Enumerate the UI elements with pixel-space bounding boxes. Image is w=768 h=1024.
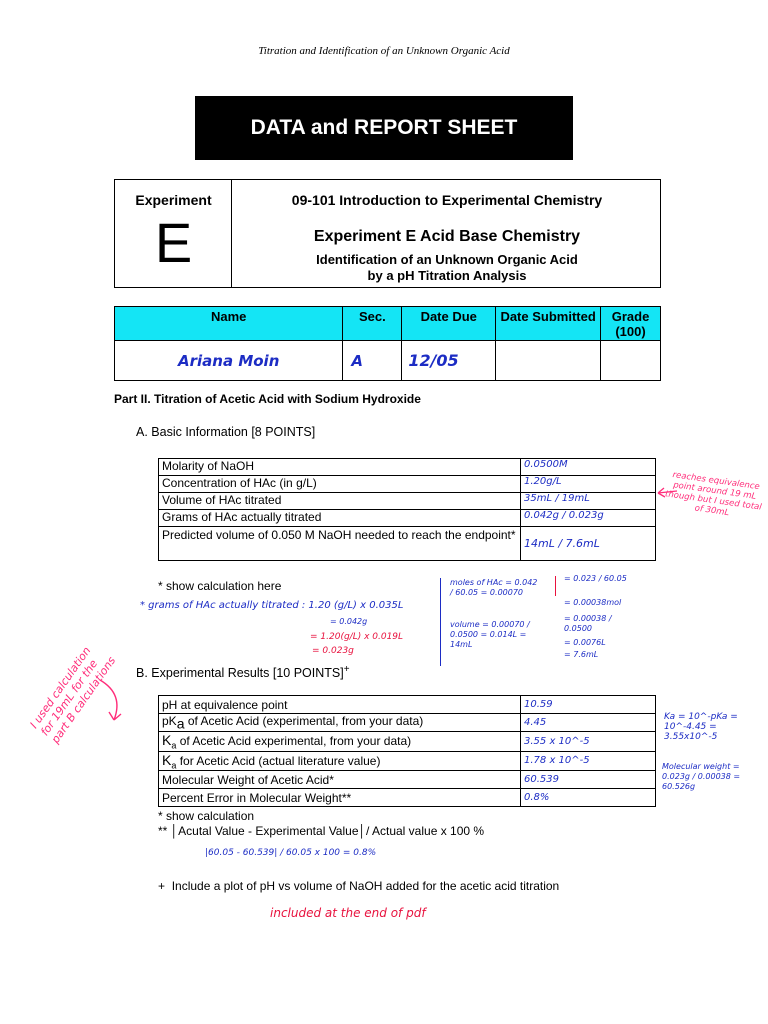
- row-value[interactable]: 0.0500M: [521, 459, 656, 476]
- row-label: Volume of HAc titrated: [159, 493, 521, 510]
- experimental-results-table: [158, 695, 656, 807]
- table-row: [159, 527, 656, 561]
- plot-note-mark: +: [158, 879, 166, 893]
- curved-arrow-icon: [94, 676, 128, 726]
- row-label: $K_a$ of Acetic Acid experimental, from your data): [159, 732, 521, 751]
- row-label: $K_a$ for Acetic Acid (actual literature value): [159, 751, 521, 770]
- row-label: Grams of HAc actually titrated: [159, 510, 521, 527]
- student-table-header-row: [115, 307, 661, 341]
- right-calc-4: = 0.0076L: [564, 638, 606, 647]
- table-row: [159, 732, 656, 751]
- experiment-label: Experiment: [135, 192, 212, 208]
- arrow-left-icon: [655, 484, 679, 498]
- plot-note: [158, 879, 559, 893]
- table-row: [159, 476, 656, 493]
- plot-note-text: Include a plot of pH vs volume of NaOH added for the acetic acid titration: [171, 879, 560, 893]
- header-date-submitted: Date Submitted: [496, 307, 601, 341]
- row-value[interactable]: 0.042g / 0.023g: [521, 510, 656, 527]
- grams-calc-line-3: = 1.20(g/L) x 0.019L: [310, 632, 404, 642]
- row-label: $pK_a$ of Acetic Acid (experimental, from your data): [159, 714, 521, 732]
- section-a-title: A. Basic Information [8 POINTS]: [136, 425, 316, 439]
- table-row: [159, 696, 656, 714]
- course-title: 09-101 Introduction to Experimental Chemistry: [291, 192, 603, 208]
- right-calc-3: = 0.00038 / 0.0500: [564, 614, 612, 633]
- section-b-footnote-1: * show calculation: [158, 809, 255, 823]
- experiment-title: Experiment E Acid Base Chemistry: [313, 228, 581, 245]
- student-name[interactable]: Ariana Moin: [115, 341, 343, 381]
- row-value[interactable]: 0.8%: [521, 789, 656, 807]
- row-label: Predicted volume of 0.050 M NaOH needed to reach the endpoint*: [159, 527, 521, 561]
- student-table-value-row: [115, 341, 661, 381]
- part-ii-title: Part II. Titration of Acetic Acid with Sodium Hydroxide: [114, 392, 421, 406]
- plot-answer: included at the end of pdf: [270, 906, 426, 920]
- row-value[interactable]: 35mL / 19mL: [521, 493, 656, 510]
- section-b-title: [136, 664, 350, 680]
- part-b-side-note: I used calculation for 19mL for the part B calculations: [27, 644, 119, 746]
- grams-calc-line-4: = 0.023g: [312, 646, 354, 656]
- section-b-title-mark: +: [343, 664, 350, 675]
- row-label: Molarity of NaOH: [159, 459, 521, 476]
- section-b-footnote-2: ** │Acutal Value - Experimental Value│/ Actual value x 100 %: [158, 824, 485, 838]
- mw-calc: Molecular weight = 0.023g / 0.00038 = 60.526g: [662, 762, 741, 791]
- calc-divider-red: [555, 576, 556, 596]
- report-banner: DATA and REPORT SHEET: [195, 96, 573, 160]
- date-due-value[interactable]: 12/05: [402, 341, 496, 381]
- row-value[interactable]: 10.59: [521, 696, 656, 714]
- table-row: [159, 714, 656, 732]
- grade-value[interactable]: [601, 341, 661, 381]
- experiment-box: [114, 179, 661, 288]
- subtitle-line-2: by a pH Titration Analysis: [367, 268, 527, 283]
- table-row: [159, 459, 656, 476]
- header-date-due: Date Due: [402, 307, 496, 341]
- table-row: [159, 493, 656, 510]
- row-value[interactable]: 3.55 x 10^-5: [521, 732, 656, 751]
- header-sec: Sec.: [343, 307, 402, 341]
- right-calc-2: = 0.00038mol: [564, 598, 622, 607]
- student-section[interactable]: A: [343, 341, 402, 381]
- right-calc-1: = 0.023 / 60.05: [564, 574, 627, 583]
- row-value[interactable]: 4.45: [521, 714, 656, 732]
- date-submitted-value[interactable]: [496, 341, 601, 381]
- row-label: Concentration of HAc (in g/L): [159, 476, 521, 493]
- row-value[interactable]: 1.20g/L: [521, 476, 656, 493]
- header-grade: Grade (100): [601, 307, 661, 341]
- row-label: Molecular Weight of Acetic Acid*: [159, 771, 521, 789]
- experiment-id-cell: [115, 180, 232, 287]
- grams-calc-line-1: * grams of HAc actually titrated : 1.20 (g/L) x 0.035L: [140, 600, 404, 611]
- equivalence-margin-note: reaches equivalence point around 19 mL though but I used total of 30mL: [664, 470, 763, 519]
- basic-info-table: [158, 458, 656, 561]
- ka-calc: Ka = 10^-pKa = 10^-4.45 = 3.55x10^-5: [664, 712, 738, 742]
- row-value[interactable]: 14mL / 7.6mL: [521, 527, 656, 561]
- running-header: Titration and Identification of an Unknown Organic Acid: [258, 45, 510, 57]
- header-name: Name: [115, 307, 343, 341]
- section-a-footnote: * show calculation here: [158, 579, 282, 593]
- table-row: [159, 789, 656, 807]
- section-b-title-text: B. Experimental Results [10 POINTS]: [136, 666, 344, 681]
- row-value[interactable]: 1.78 x 10^-5: [521, 751, 656, 770]
- subtitle-line-1: Identification of an Unknown Organic Acid: [316, 252, 578, 267]
- right-calc-5: = 7.6mL: [564, 650, 599, 659]
- moles-calc: moles of HAc = 0.042 / 60.05 = 0.00070: [450, 578, 538, 597]
- calc-divider: [440, 578, 441, 666]
- table-row: [159, 771, 656, 789]
- percent-error-calc: |60.05 - 60.539| / 60.05 x 100 = 0.8%: [205, 848, 377, 858]
- row-label: Percent Error in Molecular Weight**: [159, 789, 521, 807]
- experiment-letter: E: [154, 211, 193, 274]
- row-label: pH at equivalence point: [159, 696, 521, 714]
- row-value[interactable]: 60.539: [521, 771, 656, 789]
- table-row: [159, 510, 656, 527]
- experiment-subtitle: [233, 252, 661, 284]
- grams-calc-line-2: = 0.042g: [330, 617, 368, 626]
- student-info-table: [114, 306, 661, 381]
- volume-calc: volume = 0.00070 / 0.0500 = 0.014L = 14mL: [450, 620, 530, 649]
- table-row: [159, 751, 656, 770]
